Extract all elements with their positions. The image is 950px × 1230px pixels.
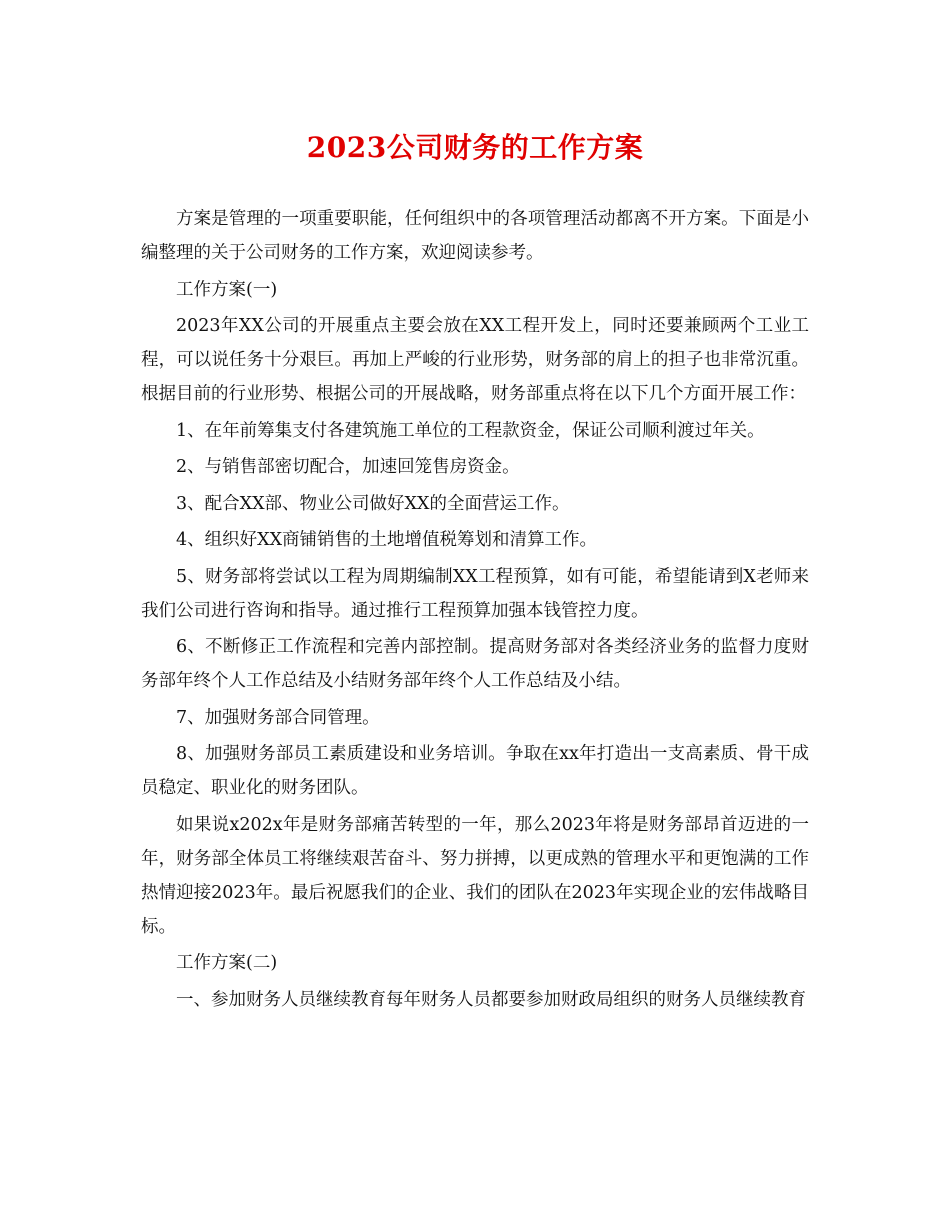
list-item-1: 1、在年前筹集支付各建筑施工单位的工程款资金，保证公司顺利渡过年关。 — [176, 420, 765, 441]
section-heading-plan-2: 工作方案(二) — [176, 953, 278, 973]
list-item-6: 6、不断修正工作流程和完善内部控制。提高财务部对各类经济业务的监督力度财务部年终个人工作总结及小结财务部年终个人工作总结及小结。 — [141, 637, 809, 691]
list-item-7: 7、加强财务部合同管理。 — [176, 707, 380, 728]
list-item-4: 4、组织好XX商铺销售的土地增值税筹划和清算工作。 — [176, 530, 598, 550]
paragraph-conclusion: 如果说x202x年是财务部痛苦转型的一年，那么2023年将是财务部昂首迈进的一年，财务部全体员工将继续艰苦奋斗、努力拼搏，以更成熟的管理水平和更饱满的工作热情迎接2023年。最后祝愿我们的企业、我们的团队在2023年实现企业的宏伟战略目标。 — [141, 814, 809, 937]
paragraph-plan-2-item-1: 一、参加财务人员继续教育每年财务人员都要参加财政局组织的财务人员继续教育 — [176, 989, 806, 1010]
list-item-3: 3、配合XX部、物业公司做好XX的全面营运工作。 — [176, 493, 570, 514]
document-title: 2023公司财务的工作方案 — [306, 131, 644, 164]
document-body — [141, 202, 809, 1017]
paragraph-overview: 2023年XX公司的开展重点主要会放在XX工程开发上，同时还要兼顾两个工业工程，可以说任务十分艰巨。再加上严峻的行业形势，财务部的肩上的担子也非常沉重。根据目前的行业形势、根据公司的开展战略，财务部重点将在以下几个方面开展工作： — [141, 316, 809, 404]
paragraph-intro: 方案是管理的一项重要职能，任何组织中的各项管理活动都离不开方案。下面是小编整理的关于公司财务的工作方案，欢迎阅读参考。 — [141, 209, 809, 263]
section-heading-plan-1: 工作方案(一) — [176, 279, 278, 300]
list-item-8: 8、加强财务部员工素质建设和业务培训。争取在xx年打造出一支高素质、骨干成员稳定、职业化的财务团队。 — [141, 744, 809, 798]
list-item-2: 2、与销售部密切配合，加速回笼售房资金。 — [176, 457, 520, 477]
list-item-5: 5、财务部将尝试以工程为周期编制XX工程预算，如有可能，希望能请到X老师来我们公司进行咨询和指导。通过推行工程预算加强本钱管控力度。 — [141, 566, 809, 621]
